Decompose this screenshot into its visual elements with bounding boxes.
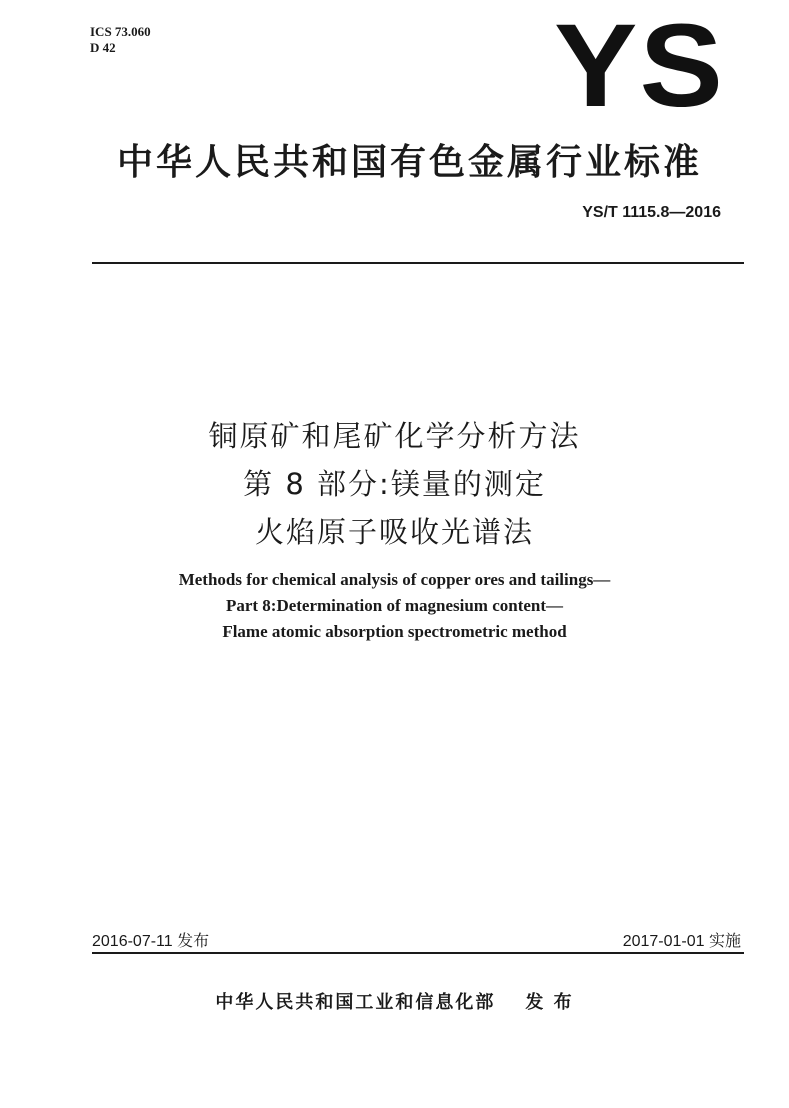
issuer-name: 中华人民共和国工业和信息化部 — [215, 992, 496, 1013]
issue-date: 2016-07-11 发布 — [92, 933, 210, 950]
implementation-date: 2017-01-01 实施 — [622, 933, 741, 950]
chinese-title — [0, 412, 789, 556]
standard-title: 中华人民共和国有色金属行业标准 — [116, 142, 702, 183]
ys-logo: YS — [554, 0, 726, 132]
english-title-line-1: Methods for chemical analysis of copper ores and tailings— — [178, 570, 611, 589]
ics-code: ICS 73.060 — [90, 24, 151, 39]
issuer-line — [0, 988, 789, 1014]
english-title — [0, 567, 789, 645]
chinese-title-line-3: 火焰原子吸收光谱法 — [254, 515, 534, 549]
category-code: D 42 — [90, 40, 116, 55]
standard-number: YS/T 1115.8—2016 — [582, 204, 721, 221]
english-title-line-2: Part 8:Determination of magnesium content— — [225, 596, 564, 615]
issuer-action: 发 布 — [525, 992, 574, 1013]
classification-codes — [90, 24, 151, 56]
header-divider — [92, 262, 744, 264]
chinese-title-line-2: 第 8 部分:镁量的测定 — [243, 467, 546, 501]
chinese-title-line-1: 铜原矿和尾矿化学分析方法 — [208, 419, 581, 453]
english-title-line-3: Flame atomic absorption spectrometric method — [222, 622, 567, 641]
footer-divider — [92, 952, 744, 954]
